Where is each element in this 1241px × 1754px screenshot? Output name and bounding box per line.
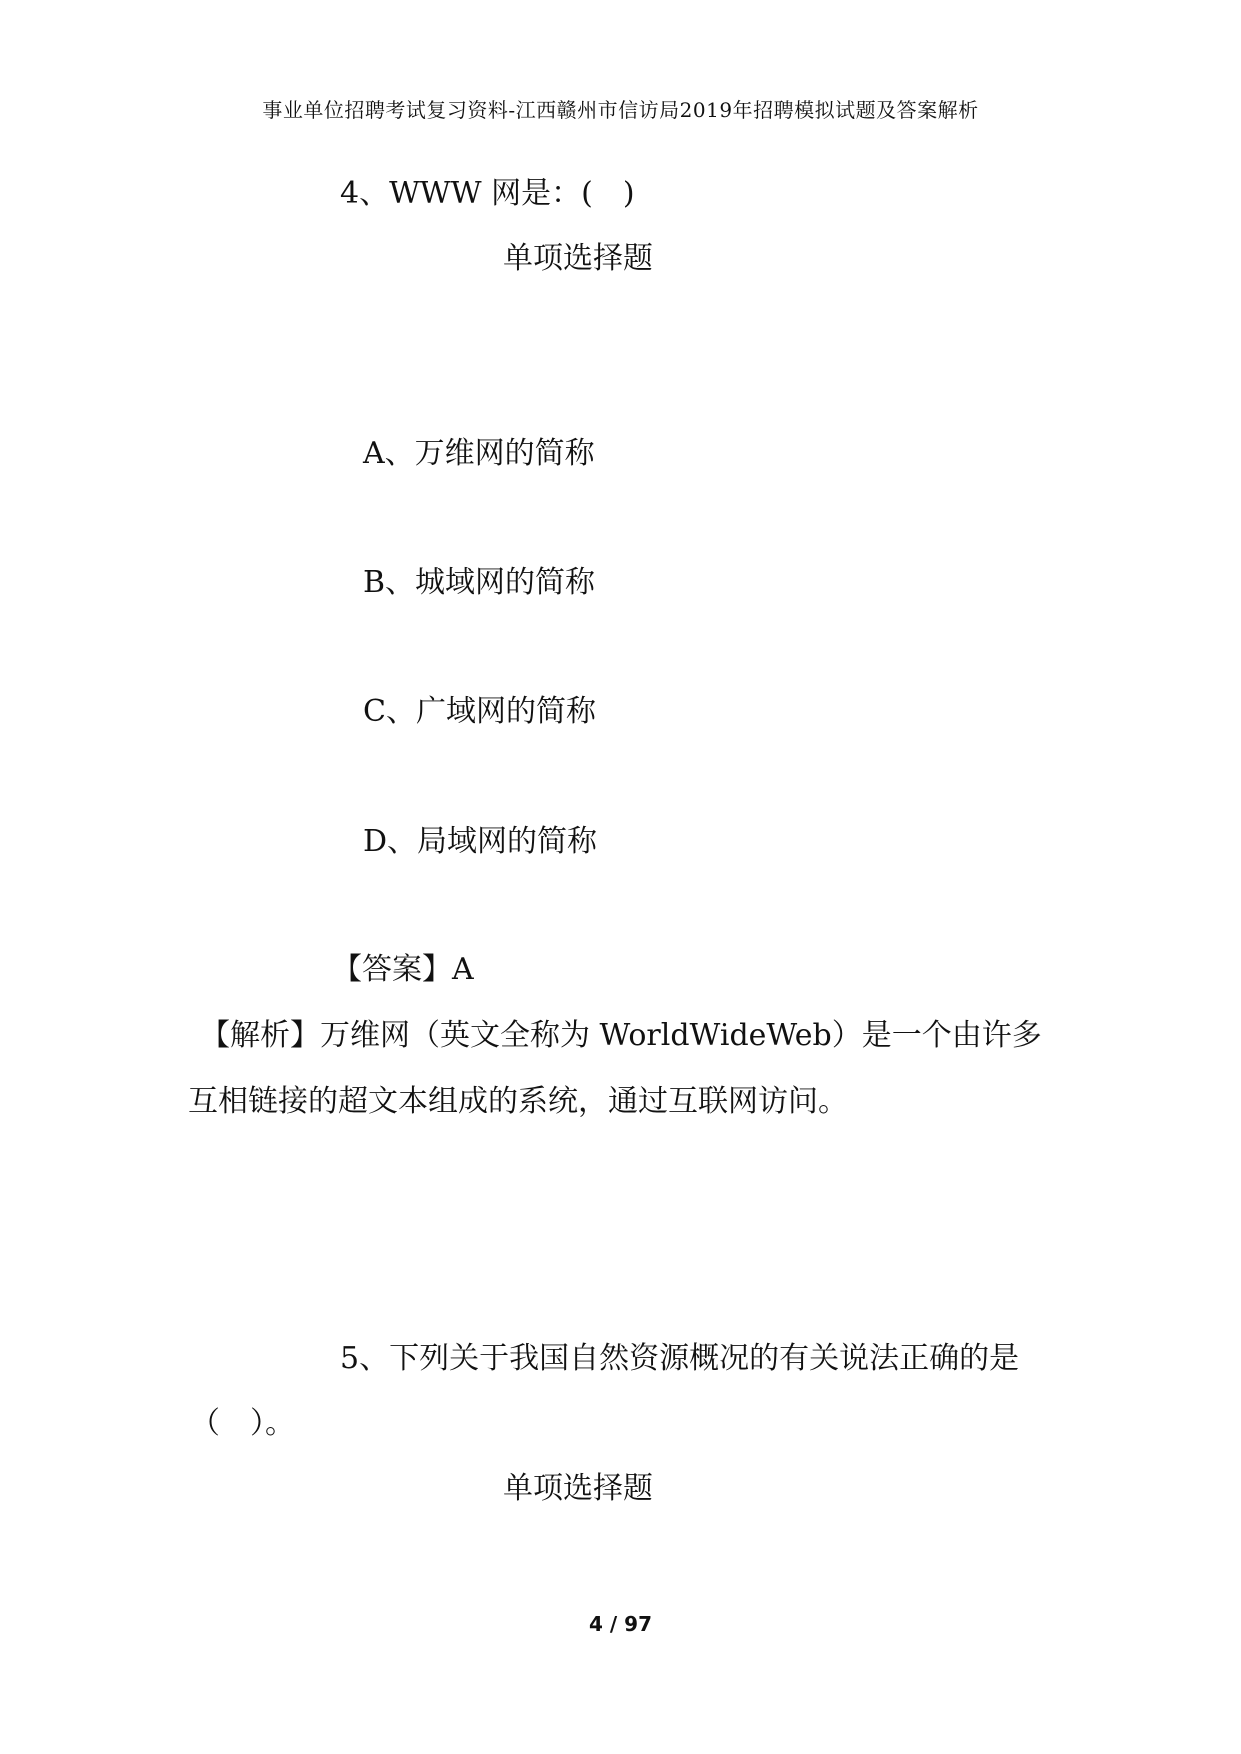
question-4-option-b: B、城域网的简称	[363, 565, 596, 600]
question-4-stem: 4、WWW 网是：( )	[340, 176, 635, 211]
question-4-analysis-line-2: 互相链接的超文本组成的系统，通过互联网访问。	[188, 1084, 848, 1119]
question-5-stem-line-1: 5、下列关于我国自然资源概况的有关说法正确的是	[340, 1341, 1020, 1376]
question-4-answer: 【答案】A	[332, 952, 474, 987]
question-4-option-a: A、万维网的简称	[363, 436, 595, 471]
question-4-option-d: D、局域网的简称	[363, 824, 598, 859]
page-number: 4 / 97	[589, 1612, 652, 1636]
question-4-analysis-line-1: 【解析】万维网（英文全称为 WorldWideWeb）是一个由许多	[200, 1018, 1042, 1053]
question-5-stem-line-2: （ ）。	[190, 1406, 295, 1441]
question-4-type: 单项选择题	[503, 241, 653, 276]
question-5-type: 单项选择题	[503, 1471, 653, 1506]
question-4-option-c: C、广域网的简称	[363, 694, 596, 729]
document-header: 事业单位招聘考试复习资料-江西赣州市信访局2019年招聘模拟试题及答案解析	[262, 98, 979, 122]
